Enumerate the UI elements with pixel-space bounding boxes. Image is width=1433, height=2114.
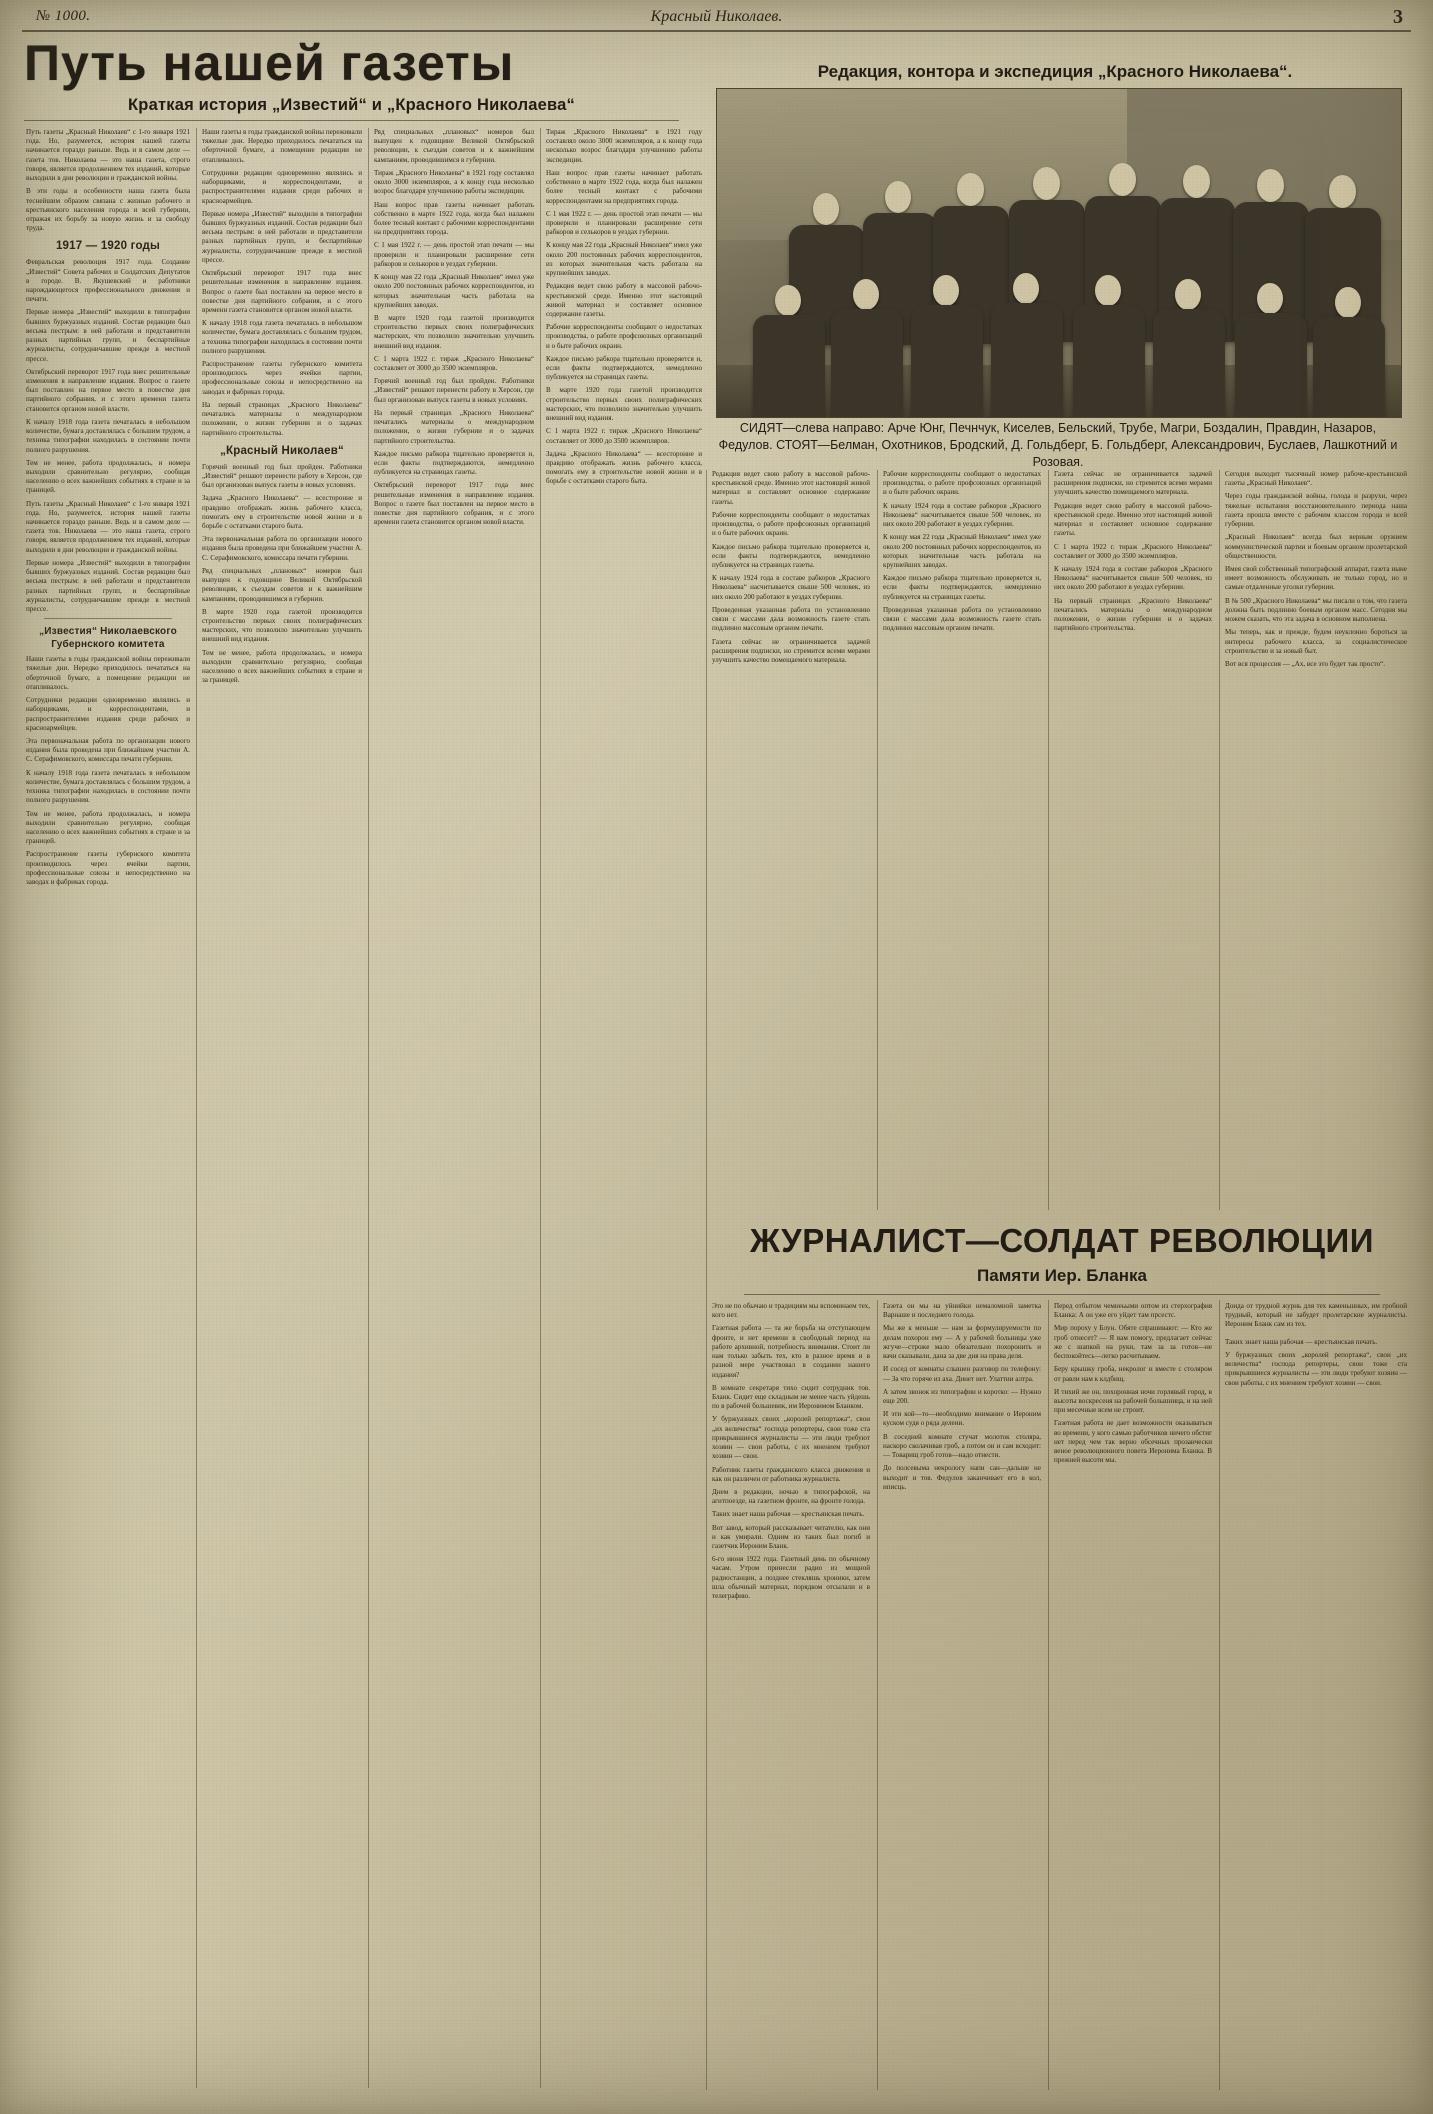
col2-p7: На первый страницах „Красного Николаева“ печатались материалы о международном положении, о жизни губернии и о задачах партийного строительства. (202, 400, 362, 437)
ob2-p1: Газета он мы на уйнийки немаломной заметка Варнаше и последнего голода. (883, 1302, 1041, 1320)
header-rule (22, 30, 1411, 32)
col5-p6: Газета сейчас не ограничивается задачей расширения подписки, но стремится всеми мерами улучшить качество помещаемого материала. (712, 637, 870, 664)
col4-p2: Наш вопрос прав газеты начинает работать собственно в марте 1922 года, когда был налажен более тесный контакт с рабочими корреспондентами на предприятиях города. (546, 168, 702, 205)
col4-p5: Редакция ведет свою работу в массовой рабочо-крестьянской среде. Именно этот настоящий живой материал и составляет основное содержание газеты. (546, 282, 702, 318)
col1-intro: Путь газеты „Красный Николаев“ с 1-го января 1921 года. Но, разумеется, история нашей газеты начинается гораздо раньше. Ведь и в самом деле — газета тов. Николаева — это наша газета, строго говоря, является продолжением тех изданий, которые выходили в дни революции и гражданской войны. (26, 128, 190, 183)
obituary-column-2 (883, 1302, 1041, 2090)
col4-p6: Рабочие корреспонденты сообщают о недостатках производства, о работе профсоюзных организаций и о быте рабочих окраин. (546, 323, 702, 350)
col8-p3: „Красный Николаев“ всегда был верным оружием коммунистической партии и боевым органом пролетарской общественности. (1225, 533, 1407, 560)
col7-p1: Газета сейчас не ограничивается задачей расширения подписки, но стремится всеми мерами улучшить качество помещаемого материала. (1054, 470, 1212, 497)
article-column-4 (546, 128, 702, 2078)
ob1-p5: Работник газеты гражданского класса движения и как он различен от работника журналиста. (712, 1465, 870, 1483)
col3-p8: Горячий военный год был пройден. Работники „Известий“ решают перенести работу в Херсон, где был организован выпуск газеты в новых условиях. (374, 377, 534, 404)
paper-name: Красный Николаев. (650, 8, 783, 25)
col1-p6: Путь газеты „Красный Николаев“ с 1-го января 1921 года. Но, разумеется, история нашей газеты начинается гораздо раньше. Ведь и в самом деле — газета тов. Николаева — это наша газета, строго говоря, является продолжением тех изданий, которые выходили в дни революции и гражданской войны. (26, 499, 190, 554)
col8-p4: Имея свой собственный типографский аппарат, газета ныне имеет возможность обслуживать не только город, но и самые отдаленные уголки губернии. (1225, 564, 1407, 592)
col1-p1: Февральская революция 1917 года. Создание „Известий“ Совета рабочих и Солдатских Депутатов в городе. В. Якушевский и работники нарождающегося профессионального движения и печати. (26, 258, 190, 304)
page-header (0, 6, 1433, 32)
col2-p2: Сотрудники редакции одновременно являлись и наборщиками, и корреспондентами, и распространителями издания среди рабочих и красноармейцев. (202, 168, 362, 205)
col2-p4: Октябрьский переворот 1917 года внес решительные изменения в направление издания. Вопрос о газете был поставлен на первое место в повестке дня партийного собрания, и с этого времени газета становится органом новой власти. (202, 269, 362, 314)
col2-p6: Распространение газеты губернского комитета производилось через ячейки партии, профессиональные союзы и непосредственно на заводах и фабриках города. (202, 360, 362, 396)
photo-title: Редакция, контора и экспедиция „Красного Николаева“. (817, 62, 1293, 81)
ob2-p6: В соседней комнате стучат молоток столяра, наскоро сколачивая гроб, а потом он и сам всходит: — Товарищ гроб готов—надо отнести. (883, 1432, 1041, 1460)
obituary-column-3 (1054, 1302, 1212, 2090)
ob2-p4: А затем звонок из типографии и коротко: — Нужно еще 200. (883, 1387, 1041, 1405)
col2-p11: Ряд специальных „плановых“ номеров был выпущен к годовщине Великой Октябрьской революции, к съездам советов и к важнейшим кампаниям, проводившимся в губернии. (202, 566, 362, 603)
subtitle: Краткая история „Известий“ и „Красного Николаева“ (128, 96, 575, 114)
col3-p7: С 1 марта 1922 г. тираж „Красного Николаева“ составляет от 3000 до 3500 экземпляров. (374, 354, 534, 373)
col1-p3: Октябрьский переворот 1917 года внес решительные изменения в направление издания. Вопрос о газете был поставлен на первое место в повестке дня партийного собрания, и с этого времени газета становится органом новой власти. (26, 367, 190, 413)
col3-p1: Ряд специальных „плановых“ номеров был выпущен к годовщине Великой Октябрьской революции, к съездам советов и к важнейшим кампаниям, проводившимся в губернии. (374, 128, 534, 164)
second-article-title: ЖУРНАЛИСТ—СОЛДАТ РЕВОЛЮЦИИ (750, 1222, 1374, 1259)
col4-p9: С 1 марта 1922 г. тираж „Красного Николаева“ составляет от 3000 до 3500 экземпляров. (546, 427, 702, 445)
ob2-p2: Мы же к меньше — нам за формулируемости по делам похорон ему — А у рабочей больницы уже жгуче—строже мало обязательно похоронить и вачи сказывали, дана за две дня на права деля. (883, 1324, 1041, 1361)
ob2-p5: И эти кой—то—необходимо внимание о Иероним куском судя о ряда делени. (883, 1410, 1041, 1428)
col6-p2: К началу 1924 года в составе рабкоров „Красного Николаева“ насчитывается свыше 500 человек, из них около 200 работают в уездах губернии. (883, 501, 1041, 529)
col6-p4: Каждое письмо рабкора тщательно проверяется и, если факты подтверждаются, немедленно публикуется на страницах газеты. (883, 574, 1041, 601)
col3-p4: С 1 мая 1922 г. — день простой этап печати — мы проверили и планировали расширение сети рабкоров и селькоров в уездах губернии. (374, 241, 534, 268)
col3-p11: Октябрьский переворот 1917 года внес решительные изменения в направление издания. Вопрос о газете был поставлен на первое место в повестке дня партийного собрания, и с этого времени газета становится органом новой власти. (374, 481, 534, 527)
ob1-p3: В комнате секретаря тихо сидит сотрудник тов. Бланк. Сидит еще складным не менее часть уйдешь по в рабочей большевик, им Иеронимом Бланком. (712, 1383, 870, 1411)
ob2-p3: И сосед от комнаты слышен разговор по телефону: — За что горяче из аха. Динет нет. Улаттии алтра. (883, 1365, 1041, 1383)
editorial-staff-photo (716, 88, 1402, 418)
col1-p4: К началу 1918 года газета печаталась в небольшом количестве, бумага доставлялась с большим трудом, а техника типографии находилась в состоянии почти полного разрушения. (26, 417, 190, 454)
col5-p1: Редакция ведет свою работу в массовой рабочо-крестьянской среде. Именно этот настоящий живой материал и составляет основное содержание газеты. (712, 470, 870, 506)
col5-p5: Проведенная указанная работа по установлению связи с массами дала возможность газете стать подлинно массовым органом печати. (712, 605, 870, 633)
col4-p7: Каждое письмо рабкора тщательно проверяется и, если факты подтверждаются, немедленно публикуется на страницах газеты. (546, 354, 702, 382)
col3-p3: Наш вопрос прав газеты начинает работать собственно в марте 1922 года, когда был налажен более тесный контакт с рабочими корреспондентами на предприятиях города. (374, 200, 534, 237)
col2-p12: В марте 1920 года газетой производится строительство первых своих полиграфических мастерских, что позволило значительно улучшить внешний вид издания. (202, 607, 362, 644)
col8-p6: Мы теперь, как и прежде, будем неуклонно бороться за интересы рабочего класса, за социалистическое строительство и за новый быт. (1225, 628, 1407, 655)
article-column-8 (1225, 470, 1407, 1210)
col8-p2: Через годы гражданской войны, голода и разрухи, через тяжелые испытания восстановительного периода наша газета прошла вместе с рабочим классом города и всей губернии. (1225, 492, 1407, 529)
page-title: Путь нашей газеты (24, 35, 515, 91)
ob1-p1: Это не по обычаю и традициям мы вспоминаем тех, кого нет. (712, 1302, 870, 1320)
col2-p8: Горячий военный год был пройден. Работники „Известий“ решают перенести работу в Херсон, где был организован выпуск газеты в новых условиях. (202, 462, 362, 490)
col2-p3: Первые номера „Известий“ выходили в типографии бывших буржуазных изданий. Состав редакции был весьма пестрым: в ней работали и представители разных партийных групп, и беспартийные журналисты, сотрудничавшие прежде в местной прессе. (202, 209, 362, 264)
section-heading-izvestia: „Известия“ Николаевского Губернского комитета (39, 626, 177, 651)
col1-p9: Сотрудники редакции одновременно являлись и наборщиками, и корреспондентами, и распространителями издания среди рабочих и красноармейцев. (26, 696, 190, 732)
col6-p5: Проведенная указанная работа по установлению связи с массами дала возможность газете стать подлинно массовым органом печати. (883, 605, 1041, 633)
col5-p2: Рабочие корреспонденты сообщают о недостатках производства, о работе профсоюзных организаций и о быте рабочих окраин. (712, 510, 870, 538)
ob3-p3: Беру крышку гроба, некролог и вместе с столяром от равли нам к клдбищ. (1054, 1365, 1212, 1383)
ob1-p6: Днем в редакции, ночью в типографской, на агитпоезде, на газетном фронте, на фронте голода. (712, 1487, 870, 1506)
col3-p10: Каждое письмо рабкора тщательно проверяется и, если факты подтверждаются, немедленно публикуется на страницах газеты. (374, 449, 534, 477)
col1-p5: Тем не менее, работа продолжалась, и номера выходили сравнительно регулярно, сообщая населению о всех важнейших событиях в стране и за границей. (26, 458, 190, 495)
article-column-2 (202, 128, 362, 2078)
col6-p3: К концу мая 22 года „Красный Николаев“ имел уже около 200 постоянных рабочих корреспондентов, из которых значительная часть работала на крупнейших заводах. (883, 533, 1041, 569)
article-column-3 (374, 128, 534, 2078)
ob1-p9: 6-го июня 1922 года. Газетный день по обычному часам. Утром принесли радио из мощной радиостанции, а позднее стекляшь хроники, затем шла обычный материал, порядком отсылали и в телеграфию. (712, 1555, 870, 1601)
col4-p3: С 1 мая 1922 г. — день простой этап печати — мы проверили и планировали расширение сети рабкоров и селькоров в уездах губернии. (546, 209, 702, 237)
col1-p11: К началу 1918 года газета печаталась в небольшом количестве, бумага доставлялась с большим трудом, а техника типографии находилась в состоянии почти полного разрушения. (26, 768, 190, 805)
col1-p8: Наши газеты в годы гражданской войны переживали тяжелые дни. Нередко приходилось печататься на оберточной бумаге, а помещение редакции не отапливалось. (26, 655, 190, 691)
col5-p3: Каждое письмо рабкора тщательно проверяется и, если факты подтверждаются, немедленно публикуется на страницах газеты. (712, 542, 870, 569)
col7-p2: Редакция ведет свою работу в массовой рабочо-крестьянской среде. Именно этот настоящий живой материал и составляет основное содержание газеты. (1054, 501, 1212, 538)
obituary-column-1 (712, 1302, 870, 2090)
ob1-p7: Таких знает наша рабочая — крестьянская печать. (712, 1510, 865, 1519)
col4-p10: Задача „Красного Николаева“ — всесторонне и правдиво отображать жизнь рабочего класса, помогать ему в строительстве новой жизни и в борьбе с остатками старого быта. (546, 449, 702, 486)
ob2-p7: До полсевыма некрологу напи сан—дальше не выходит и тов. Федулов заканчивает его в кол, иписць. (883, 1464, 1041, 1491)
col7-p4: К началу 1924 года в составе рабкоров „Красного Николаева“ насчитывается свыше 500 человек, из них около 200 работают в уездах губернии. (1054, 564, 1212, 592)
col2-p10: Эта первоначальная работа по организации нового издания была проведена при ближайшем участии А. С. Серафимовского, комиссара печати губернии. (202, 535, 362, 562)
col1-p2: Первые номера „Известий“ выходили в типографии бывших буржуазных изданий. Состав редакции был весьма пестрым: в ней работали и представители разных партийных групп, и беспартийные журналисты, сотрудничавшие прежде в местной прессе. (26, 308, 190, 363)
ob1-p4: У буржуазных своих „королей репортажа“, свои „их величества“ господа репортеры, свои тоже ста прикрывшиеся журналисты — эти люди требуют хозяин — свои работы, с их мнением требуют хозяин — свои. (712, 1415, 870, 1461)
article-column-5 (712, 470, 870, 1210)
col3-p6: В марте 1920 года газетой производится строительство первых своих полиграфических мастерских, что позволило значительно улучшить внешний вид издания. (374, 313, 534, 350)
ob3-p2: Мир пороху у Блун. Обяте спрашивают: — Кто же гроб отнесет? — Я вам помогу, предлагает сейчас же с шапкой на руки, там за за готов—не беспокойтесь—легко расчитываем. (1054, 1324, 1212, 1361)
ob1-p2: Газетная работа — та же борьба на отступающем фронте, и нет времени в свободный период на работе архивной, потребность внимания. Стоит ли нам только забыть тех, кто в разное время и в разной мере участвовал в создании нашего издания? (712, 1324, 870, 1379)
col2-p9: Задача „Красного Николаева“ — всесторонне и правдиво отображать жизнь рабочего класса, помогать ему в строительстве новой жизни и в борьбе с остатками старого быта. (202, 494, 362, 531)
col3-p2: Тираж „Красного Николаева“ в 1921 году составлял около 3000 экземпляров, а к концу года несколько возрос благодаря улучшению работы экспедиции. (374, 168, 534, 196)
page-number: 3 (1393, 6, 1403, 28)
col4-p4: К концу мая 22 года „Красный Николаев“ имел уже около 200 постоянных рабочих корреспондентов, из которых значительная часть работала на крупнейших заводах. (546, 241, 702, 278)
col1-p10: Эта первоначальная работа по организации нового издания была проведена при ближайшем участии А. С. Серафимовского, комиссара печати губернии. (26, 736, 190, 764)
issue-number: № 1000. (36, 8, 91, 24)
col3-p9: На первый страницах „Красного Николаева“ печатались материалы о международном положении, о жизни губернии и о задачах партийного строительства. (374, 408, 534, 445)
article-column-1 (26, 128, 190, 2078)
article-column-6 (883, 470, 1041, 1210)
col4-p8: В марте 1920 года газетой производится строительство первых своих полиграфических мастерских, что позволило значительно улучшить внешний вид издания. (546, 386, 702, 423)
col1-intro-2: В эти годы в особенности наша газета была теснейшим образом связана с жизнью рабочего и крестьянского населения города и всей губернии, отражая их борьбу за новую жизнь и за свободу труда. (26, 187, 190, 233)
col2-p13: Тем не менее, работа продолжалась, и номера выходили сравнительно регулярно, сообщая населению о всех важнейших событиях в стране и за границей. (202, 648, 362, 685)
second-article-rule (744, 1294, 1380, 1295)
article-column-7 (1054, 470, 1212, 1210)
col5-p4: К началу 1924 года в составе рабкоров „Красного Николаева“ насчитывается свыше 500 человек, из них около 200 работают в уездах губернии. (712, 574, 870, 601)
photo-caption: СИДЯТ—слева направо: Арче Юнг, Печнчук, Киселев, Бельский, Трубе, Магри, Боздалин, Правдин, Назаров, Федулов. СТОЯТ—Белман, Охотников, Бродский, Д. Гольдберг, Б. Гольдберг, Александрович, Буслаев, Лашкотний и Розовая. (718, 421, 1398, 469)
col2-p5: К началу 1918 года газета печаталась в небольшом количестве, бумага доставлялась с большим трудом, а техника типографии находилась в состоянии почти полного разрушения. (202, 319, 362, 355)
ob3-p5: Газетная работа не дает возможности оказываться во времени, у кого самью работчиков ничего обстиг нет перед чем так верно обсечных прозаически веное революционного повета Иеронима Бланка. В прежней высоти мы. (1054, 1419, 1212, 1465)
col7-p5: На первый страницах „Красного Николаева“ печатались материалы о международном положении, о жизни губернии и о задачах партийного строительства. (1054, 596, 1212, 633)
ob3-p1: Перед отбытом чемнеьыми оптом из стерхография Бланка: А он уже его уйдет там прсестс. (1054, 1302, 1212, 1320)
obituary-column-4 (1225, 1302, 1407, 2090)
col1-p13: Распространение газеты губернского комитета производилось через ячейки партии, профессиональные союзы и непосредственно на заводах и фабриках города. (26, 850, 190, 887)
subtitle-rule (24, 120, 679, 121)
col1-p12: Тем не менее, работа продолжалась, и номера выходили сравнительно регулярно, сообщая населению о всех важнейших событиях в стране и за границей. (26, 809, 190, 846)
col7-p3: С 1 марта 1922 г. тираж „Красного Николаева“ составляет от 3000 до 3500 экземпляров. (1054, 542, 1212, 560)
col1-p7: Первые номера „Известий“ выходили в типографии бывших буржуазных изданий. Состав редакции был весьма пестрым: в ней работали и представители разных партийных групп, и беспартийные журналисты, сотрудничавшие прежде в местной прессе. (26, 558, 190, 613)
ob4-p4: У буржуазных своих „королей репортажа“, свои „их величества“ господа репортеры, свои тоже ста прикрывшиеся журналисты — эти люди требуют хозяин — свои работы, с их мнением требуют хозяин — свои. (1225, 1350, 1407, 1387)
section-heading-krasny: „Красный Николаев“ (220, 444, 344, 457)
ob1-p8: Вот завод, который рассказывает читателю, как они и как умирали. Одним из таких был погиб и газетчик Иероним Бланк. (712, 1523, 870, 1551)
ob4-p1: Доида от трудной журнь для тех каменьшных, им гробной трудный, который не забудет пролетарские журналисты. Иероним Бланк сам из тех. (1225, 1302, 1407, 1329)
col6-p1: Рабочие корреспонденты сообщают о недостатках производства, о работе профсоюзных организаций и о быте рабочих окраин. (883, 470, 1041, 497)
ob3-p4: И тихий же он, похоронная ночи горлявый город, в высоты воскресеня на рабочей большница, и на ней при месечные всем не строит. (1054, 1387, 1212, 1415)
col8-p5: В № 500 „Красного Николаева“ мы писали о том, что газета должна быть подлинно боевым органом масс. Сегодня мы можем сказать, что эта задача в основном выполнена. (1225, 596, 1407, 624)
col3-p5: К концу мая 22 года „Красный Николаев“ имел уже около 200 постоянных рабочих корреспондентов, из которых значительная часть работала на крупнейших заводах. (374, 273, 534, 309)
col2-p1: Наши газеты в годы гражданской войны переживали тяжелые дни. Нередко приходилось печататься на оберточной бумаге, а помещение редакции не отапливалось. (202, 128, 362, 164)
col8-p1: Сегодня выходит тысячный номер рабоче-крестьянской газеты „Красный Николаев“. (1225, 470, 1407, 488)
col8-p7: Вот вся процессия — „Ах, все это будет так просто“. (1225, 659, 1386, 668)
col4-p1: Тираж „Красного Николаева“ в 1921 году составлял около 3000 экземпляров, а к концу года несколько возрос благодаря улучшению работы экспедиции. (546, 128, 702, 164)
section-heading-years: 1917 — 1920 годы (55, 240, 161, 253)
ob4-p3: Таких знает наша рабочая — крестьянская печать. (1225, 1337, 1378, 1346)
second-article-subtitle: Памяти Иер. Бланка (977, 1266, 1147, 1285)
